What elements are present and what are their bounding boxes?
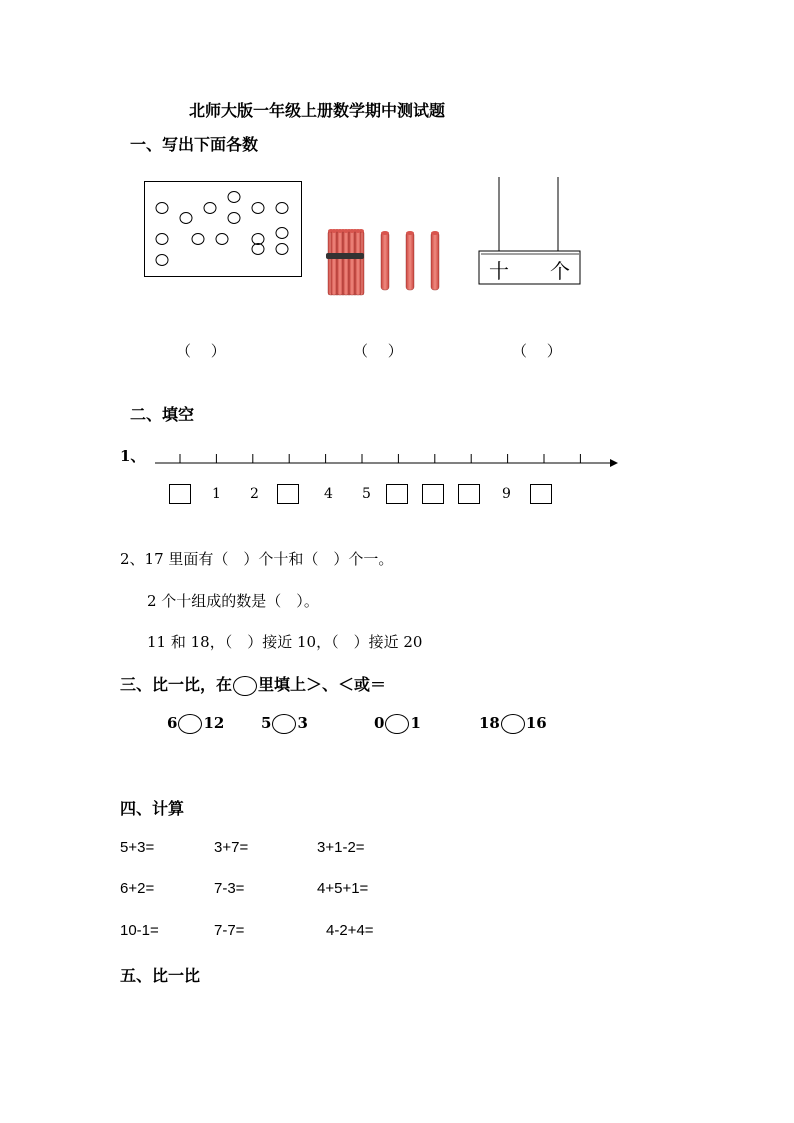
section3-heading-end: 里填上＞、＜或＝ [258, 675, 387, 694]
counting-circle [276, 203, 288, 214]
calc-item: 4-2+4= [326, 922, 374, 939]
answer-blank-abacus[interactable]: （ ） [512, 342, 562, 360]
compare-circle-2[interactable] [272, 714, 296, 734]
compare-pair-2 [261, 714, 308, 734]
counting-circle [156, 234, 168, 245]
single-stick [431, 232, 439, 290]
calc-item: 3+7= [214, 839, 249, 856]
stick-bundle-figure [325, 225, 365, 297]
counting-circle [252, 203, 264, 214]
number-line-label: 4 [324, 486, 333, 502]
bundle-stick-end [337, 229, 343, 233]
compare-right: 12 [203, 714, 225, 732]
number-line-box-2[interactable] [277, 484, 299, 504]
compare-left: 6 [167, 714, 178, 732]
compare-pair-3 [374, 714, 421, 734]
answer-blank-sticks[interactable]: （ ） [353, 342, 403, 360]
single-stick-end [406, 231, 414, 235]
counting-circle [204, 203, 216, 214]
compare-pair-4 [479, 714, 547, 734]
number-line-label: 5 [362, 486, 371, 502]
section1-heading: 一、写出下面各数 [130, 135, 259, 154]
section3-heading-start: 三、比一比，在 [120, 675, 233, 694]
number-line-box-4[interactable] [422, 484, 444, 504]
section5-heading: 五、比一比 [120, 966, 201, 985]
single-stick [406, 232, 414, 290]
compare-circle-3[interactable] [385, 714, 409, 734]
number-line-label: 9 [502, 486, 511, 502]
counting-circle [276, 228, 288, 239]
bundle-stick [349, 231, 355, 295]
question-2-line-3: 11 和 18，（ ）接近 10，（ ）接近 20 [147, 633, 423, 651]
number-line-box-3[interactable] [386, 484, 408, 504]
compare-circle-4[interactable] [501, 714, 525, 734]
compare-right: 3 [297, 714, 308, 732]
counting-circle [276, 244, 288, 255]
section3-heading [120, 672, 386, 696]
counting-circle [252, 234, 264, 245]
counting-circle [228, 213, 240, 224]
compare-left: 5 [261, 714, 272, 732]
single-stick [381, 232, 389, 290]
question-2-line-1: 2、17 里面有（ ）个十和（ ）个一。 [120, 550, 394, 568]
bundle-stick-end [355, 229, 361, 233]
circles-box-figure [144, 181, 302, 277]
counting-circle [156, 255, 168, 266]
compare-right: 16 [525, 714, 547, 732]
single-stick-end [381, 231, 389, 235]
number-line-box-6[interactable] [530, 484, 552, 504]
calc-item: 6+2= [120, 880, 155, 897]
number-line [150, 450, 620, 470]
question-2-line-2: 2 个十组成的数是（ ）。 [147, 592, 319, 610]
bundle-stick [355, 231, 361, 295]
calc-item: 4+5+1= [317, 880, 369, 897]
bundle-stick [337, 231, 343, 295]
bundle-stick [343, 231, 349, 295]
abacus-tens-label: 十 [489, 259, 509, 283]
question-1-label: 1、 [120, 447, 146, 465]
number-line-box-5[interactable] [458, 484, 480, 504]
compare-left: 0 [374, 714, 385, 732]
answer-blank-circles[interactable]: （ ） [176, 342, 226, 360]
bundle-stick-end [349, 229, 355, 233]
counting-circle [180, 213, 192, 224]
compare-pair-1 [167, 714, 224, 734]
number-line-label: 2 [250, 486, 259, 502]
page-title: 北师大版一年级上册数学期中测试题 [188, 101, 445, 120]
compare-right: 1 [410, 714, 421, 732]
single-sticks-figure [378, 230, 448, 292]
calc-item: 3+1-2= [317, 839, 365, 856]
compare-left: 18 [479, 714, 500, 732]
counting-circle [216, 234, 228, 245]
number-line-label: 1 [212, 486, 221, 502]
number-line-box-1[interactable] [169, 484, 191, 504]
bundle-stick-end [331, 229, 337, 233]
single-stick-end [431, 231, 439, 235]
counting-circle [252, 244, 264, 255]
sample-circle [233, 676, 257, 696]
calc-item: 7-7= [214, 922, 245, 939]
calc-item: 5+3= [120, 839, 155, 856]
calc-item: 7-3= [214, 880, 245, 897]
compare-circle-1[interactable] [178, 714, 202, 734]
bundle-stick [331, 231, 337, 295]
bundle-stick-end [343, 229, 349, 233]
section4-heading: 四、计算 [120, 799, 185, 818]
counting-circle [192, 234, 204, 245]
abacus-ones-label: 个 [550, 259, 570, 283]
section2-heading: 二、填空 [130, 405, 195, 424]
calc-item: 10-1= [120, 922, 159, 939]
counting-circle [228, 192, 240, 203]
counting-circle [156, 203, 168, 214]
